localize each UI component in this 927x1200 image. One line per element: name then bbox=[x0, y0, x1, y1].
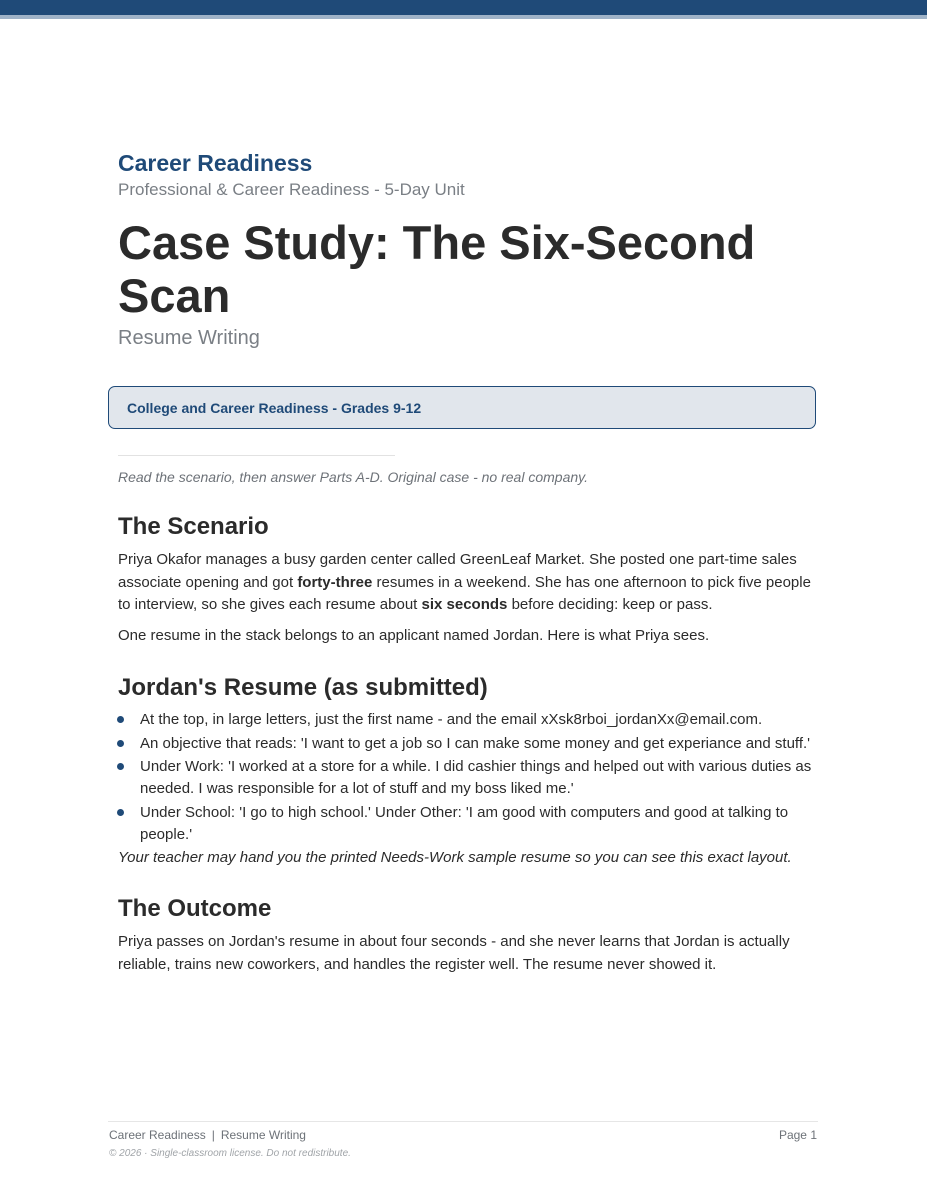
footer-separator: | bbox=[211, 1128, 215, 1142]
footer-topic: Resume Writing bbox=[220, 1128, 306, 1142]
brand-name: Career Readiness bbox=[118, 150, 313, 176]
bullet-icon bbox=[117, 740, 124, 747]
scenario-text-2: resumes in a weekend. She has one afternoon to pick five people to interview, so she gives each resume about bbox=[118, 573, 811, 614]
page-title: Case Study: The Six-Second Scan bbox=[118, 216, 756, 322]
document-body bbox=[118, 466, 818, 976]
teacher-note: Your teacher may hand you the printed Needs-Work sample resume so you can see this exact layout. bbox=[118, 849, 792, 867]
list-item bbox=[118, 756, 818, 801]
list-item-text: At the top, in large letters, just the first name - and the email xXsk8rboi_jordanXx@email.com. bbox=[140, 711, 763, 729]
document-header bbox=[118, 148, 818, 352]
grade-band-callout bbox=[108, 386, 816, 429]
bullet-icon bbox=[117, 716, 124, 723]
scenario-text-3: before deciding: keep or pass. bbox=[507, 596, 713, 614]
list-item bbox=[118, 709, 818, 732]
outcome-heading: The Outcome bbox=[118, 894, 272, 922]
bullet-icon bbox=[117, 809, 124, 816]
scenario-heading: The Scenario bbox=[118, 513, 269, 540]
resume-heading: Jordan's Resume (as submitted) bbox=[118, 674, 488, 702]
scenario-paragraph-1 bbox=[118, 549, 818, 617]
list-item-text: An objective that reads: 'I want to get a job so I can make some money and get experiance and stuff.' bbox=[140, 734, 811, 752]
footer-divider bbox=[108, 1121, 818, 1122]
scenario-bold-1: forty-three bbox=[297, 573, 373, 591]
copyright-notice: © 2026 · Single-classroom license. Do not redistribute. bbox=[109, 1148, 351, 1159]
intro-instructions: Read the scenario, then answer Parts A-D. Original case - no real company. bbox=[118, 469, 588, 485]
top-accent-stripe bbox=[0, 15, 927, 19]
list-item bbox=[118, 733, 818, 756]
footer-course: Career Readiness bbox=[109, 1128, 206, 1142]
unit-label: Professional & Career Readiness - 5-Day Unit bbox=[118, 180, 465, 199]
bullet-icon bbox=[117, 763, 124, 770]
scenario-text-1: Priya Okafor manages a busy garden center called GreenLeaf Market. She posted one part-time sales associate opening and got bbox=[118, 551, 797, 591]
scenario-bold-2: six seconds bbox=[421, 596, 508, 614]
page-number: Page 1 bbox=[778, 1128, 817, 1142]
scenario-paragraph-2: One resume in the stack belongs to an applicant named Jordan. Here is what Priya sees. bbox=[118, 626, 710, 644]
grade-band-label: College and Career Readiness - Grades 9-12 bbox=[127, 400, 422, 416]
outcome-paragraph: Priya passes on Jordan's resume in about four seconds - and she never learns that Jordan is actually reliable, trains new coworkers, and handles the register well. The resume never showed it. bbox=[118, 932, 790, 973]
list-item bbox=[118, 802, 818, 847]
page-subtitle: Resume Writing bbox=[118, 327, 260, 349]
list-item-text: Under School: 'I go to high school.' Under Other: 'I am good with computers and good at talking to people.' bbox=[140, 803, 789, 844]
footer-breadcrumb bbox=[109, 1128, 306, 1142]
top-accent-bar bbox=[0, 0, 927, 15]
resume-bullet-list bbox=[118, 709, 818, 846]
section-divider bbox=[118, 455, 395, 456]
list-item-text: Under Work: 'I worked at a store for a while. I did cashier things and helped out with various duties as needed. I was responsible for a lot of stuff and my boss liked me.' bbox=[140, 757, 812, 798]
